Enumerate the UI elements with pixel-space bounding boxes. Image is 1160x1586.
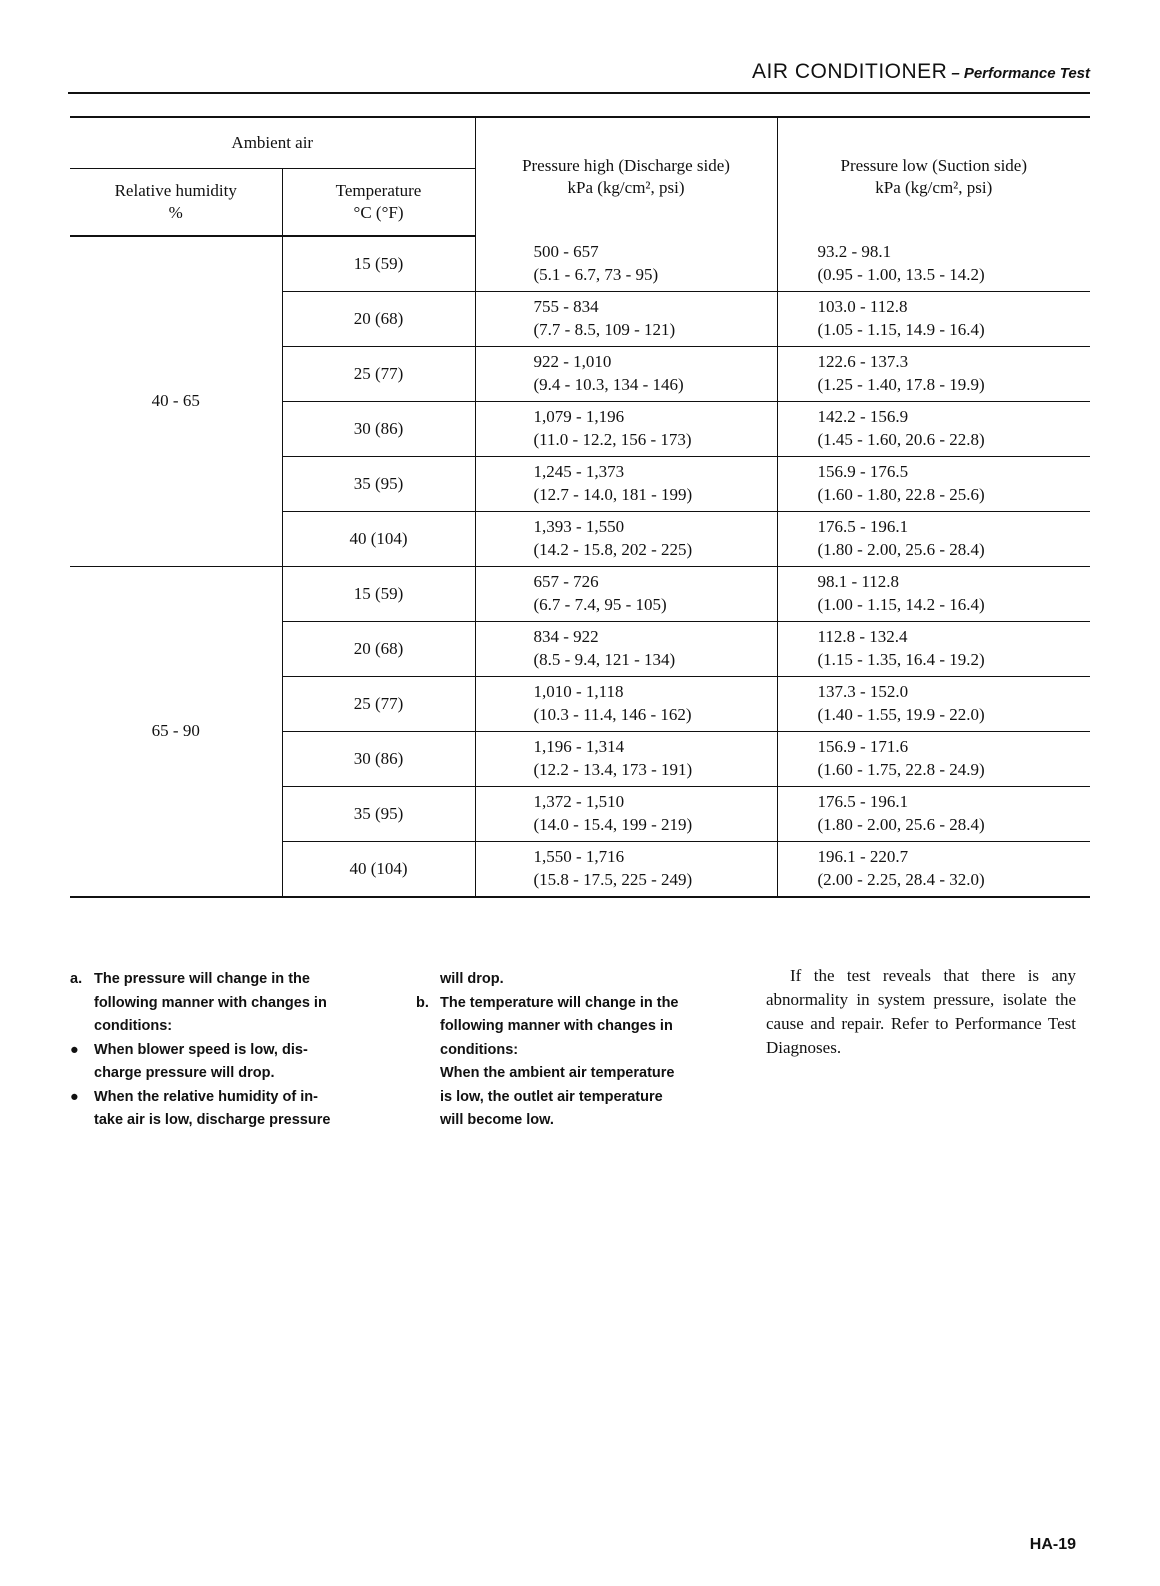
table-row (70, 236, 1090, 292)
pressure-low-cell-kpa: 176.5 - 196.1 (817, 792, 909, 812)
temperature-cell: 30 (86) (282, 732, 475, 787)
note-b-marker: b. (416, 994, 429, 1011)
humidity-header: Relative humidity % (70, 169, 282, 237)
temperature-cell: 35 (95) (282, 457, 475, 512)
pressure-low-cell-alt-units: (0.95 - 1.00, 13.5 - 14.2) (817, 264, 985, 284)
pressure-low-cell (777, 732, 1090, 787)
pressure-high-cell (475, 732, 777, 787)
pressure-low-cell (777, 402, 1090, 457)
note-a-line: conditions: (94, 1018, 173, 1034)
pressure-high-cell-kpa: 1,245 - 1,373 (533, 462, 625, 482)
pressure-low-cell-kpa: 93.2 - 98.1 (817, 241, 892, 261)
pressure-low-cell (777, 512, 1090, 567)
pressure-high-cell-kpa: 1,393 - 1,550 (533, 517, 625, 537)
pressure-spec-table (70, 116, 1090, 898)
pressure-low-cell-kpa: 112.8 - 132.4 (817, 627, 908, 647)
temperature-cell: 20 (68) (282, 292, 475, 347)
note-b-line: following manner with changes in (440, 1018, 673, 1034)
pressure-low-cell-alt-units: (1.40 - 1.55, 19.9 - 22.0) (817, 705, 985, 724)
page-title: AIR CONDITIONER (751, 60, 948, 83)
pressure-high-cell-kpa: 755 - 834 (533, 297, 599, 317)
note-b-line: The temperature will change in the (440, 994, 679, 1011)
pressure-low-cell-kpa: 122.6 - 137.3 (817, 352, 909, 372)
humidity-cell: 65 - 90 (151, 721, 200, 741)
pressure-high-cell-kpa: 1,010 - 1,118 (533, 682, 624, 702)
pressure-low-cell-kpa: 196.1 - 220.7 (817, 847, 909, 867)
note-b (416, 992, 731, 1133)
note-bullet-humidity (70, 1086, 375, 1133)
pressure-high-cell-alt-units: (11.0 - 12.2, 156 - 173) (533, 430, 692, 449)
note-b-line: is low, the outlet air temperature (440, 1088, 663, 1105)
pressure-high-cell-alt-units: (12.7 - 14.0, 181 - 199) (533, 485, 693, 504)
temperature-cell: 25 (77) (282, 677, 475, 732)
pressure-high-cell-alt-units: (5.1 - 6.7, 73 - 95) (533, 264, 659, 284)
pressure-low-cell (777, 292, 1090, 347)
pressure-high-cell (475, 512, 777, 567)
pressure-low-header: Pressure low (Suction side) kPa (kg/cm², psi) (777, 117, 1090, 236)
note-bullet-line: When the relative humidity of in- (94, 1088, 318, 1105)
temperature-cell: 25 (77) (282, 347, 475, 402)
pressure-high-cell (475, 842, 777, 898)
pressure-low-cell-kpa: 98.1 - 112.8 (817, 572, 900, 592)
pressure-low-cell-alt-units: (1.05 - 1.15, 14.9 - 16.4) (817, 320, 985, 339)
diagnosis-paragraph: If the test reveals that there is any abnormality in system pressure, isolate the cause and repair. Refer to Performance Test Diagnoses. (766, 966, 1076, 1057)
pressure-low-cell (777, 347, 1090, 402)
pressure-low-cell (777, 842, 1090, 898)
pressure-low-cell (777, 567, 1090, 622)
note-a-marker: a. (70, 971, 83, 987)
pressure-high-cell (475, 677, 777, 732)
note-b-line: conditions: (440, 1041, 519, 1058)
notes-column-c (766, 964, 1076, 1060)
pressure-low-cell-alt-units: (2.00 - 2.25, 28.4 - 32.0) (817, 870, 985, 889)
pressure-high-cell-alt-units: (6.7 - 7.4, 95 - 105) (533, 595, 667, 614)
pressure-low-cell (777, 622, 1090, 677)
pressure-high-cell-kpa: 500 - 657 (533, 241, 599, 261)
temperature-cell: 40 (104) (282, 842, 475, 898)
pressure-high-cell (475, 402, 777, 457)
note-b-line: will become low. (440, 1112, 554, 1128)
pressure-low-cell-kpa: 142.2 - 156.9 (817, 407, 909, 427)
pressure-low-cell-alt-units: (1.60 - 1.80, 22.8 - 25.6) (817, 485, 985, 504)
note-bullet-line: take air is low, discharge pressure (94, 1112, 331, 1128)
pressure-low-cell (777, 236, 1090, 292)
pressure-low-cell-alt-units: (1.45 - 1.60, 20.6 - 22.8) (817, 430, 985, 449)
pressure-high-cell-alt-units: (7.7 - 8.5, 109 - 121) (533, 320, 676, 339)
pressure-low-cell-kpa: 137.3 - 152.0 (817, 682, 909, 702)
pressure-high-cell-kpa: 1,196 - 1,314 (533, 737, 625, 757)
ambient-air-header: Ambient air (70, 117, 475, 169)
pressure-high-cell-kpa: 1,372 - 1,510 (533, 792, 625, 812)
pressure-high-cell-alt-units: (8.5 - 9.4, 121 - 134) (533, 650, 676, 669)
table-body (70, 236, 1090, 897)
notes-column-a (70, 968, 375, 1133)
pressure-low-cell (777, 787, 1090, 842)
pressure-high-cell-kpa: 657 - 726 (533, 572, 599, 592)
note-a (70, 968, 375, 1039)
note-bullet-blower (70, 1039, 375, 1086)
page-number: HA-19 (1029, 1536, 1076, 1553)
pressure-high-cell-alt-units: (12.2 - 13.4, 173 - 191) (533, 760, 693, 779)
pressure-low-cell-alt-units: (1.80 - 2.00, 25.6 - 28.4) (817, 815, 985, 834)
pressure-high-cell-alt-units: (9.4 - 10.3, 134 - 146) (533, 375, 684, 394)
temperature-cell: 15 (59) (282, 567, 475, 622)
pressure-high-cell-alt-units: (10.3 - 11.4, 146 - 162) (533, 705, 692, 724)
pressure-low-cell-alt-units: (1.60 - 1.75, 22.8 - 24.9) (817, 760, 985, 779)
note-a-line: The pressure will change in the (94, 971, 310, 987)
pressure-low-cell-kpa: 156.9 - 176.5 (817, 462, 909, 482)
page-subtitle: – Performance Test (951, 65, 1090, 82)
pressure-high-cell-kpa: 1,079 - 1,196 (533, 407, 625, 427)
pressure-high-cell-alt-units: (14.0 - 15.4, 199 - 219) (533, 815, 693, 834)
pressure-high-header: Pressure high (Discharge side) kPa (kg/cm², psi) (475, 117, 777, 236)
pressure-high-cell (475, 292, 777, 347)
note-line: will drop. (440, 971, 504, 987)
temperature-cell: 20 (68) (282, 622, 475, 677)
pressure-high-cell (475, 236, 777, 292)
note-b-line: When the ambient air temperature (440, 1065, 675, 1081)
pressure-low-cell-alt-units: (1.15 - 1.35, 16.4 - 19.2) (817, 650, 985, 669)
note-a-line: following manner with changes in (94, 994, 327, 1011)
humidity-cell: 40 - 65 (70, 236, 282, 567)
pressure-high-cell (475, 457, 777, 512)
pressure-low-cell (777, 677, 1090, 732)
bullet-icon: ● (70, 1041, 79, 1058)
pressure-low-cell-kpa: 176.5 - 196.1 (817, 517, 909, 537)
page-header (68, 60, 1090, 94)
pressure-high-cell-kpa: 1,550 - 1,716 (533, 847, 625, 867)
pressure-high-cell-kpa: 834 - 922 (533, 627, 599, 647)
notes-column-b (416, 968, 731, 1133)
pressure-high-cell (475, 347, 777, 402)
pressure-low-cell-alt-units: (1.25 - 1.40, 17.8 - 19.9) (817, 375, 985, 394)
temperature-header: Temperature °C (°F) (282, 169, 475, 237)
temperature-cell: 30 (86) (282, 402, 475, 457)
pressure-low-cell (777, 457, 1090, 512)
pressure-high-cell-alt-units: (14.2 - 15.8, 202 - 225) (533, 540, 693, 559)
pressure-high-cell (475, 622, 777, 677)
pressure-low-cell-kpa: 156.9 - 171.6 (817, 737, 909, 757)
table-row (70, 567, 1090, 622)
pressure-high-cell-kpa: 922 - 1,010 (533, 352, 612, 372)
pressure-high-cell-alt-units: (15.8 - 17.5, 225 - 249) (533, 870, 693, 889)
note-bullet-line: When blower speed is low, dis- (94, 1041, 308, 1058)
temperature-cell: 15 (59) (282, 236, 475, 292)
pressure-low-cell-alt-units: (1.00 - 1.15, 14.2 - 16.4) (817, 595, 985, 614)
temperature-cell: 35 (95) (282, 787, 475, 842)
temperature-cell: 40 (104) (282, 512, 475, 567)
pressure-high-cell (475, 567, 777, 622)
pressure-high-cell (475, 787, 777, 842)
bullet-icon: ● (70, 1088, 79, 1105)
note-bullet-line: charge pressure will drop. (94, 1065, 275, 1081)
pressure-low-cell-kpa: 103.0 - 112.8 (817, 297, 908, 317)
pressure-low-cell-alt-units: (1.80 - 2.00, 25.6 - 28.4) (817, 540, 985, 559)
note-bullet-humidity-cont (416, 968, 731, 992)
